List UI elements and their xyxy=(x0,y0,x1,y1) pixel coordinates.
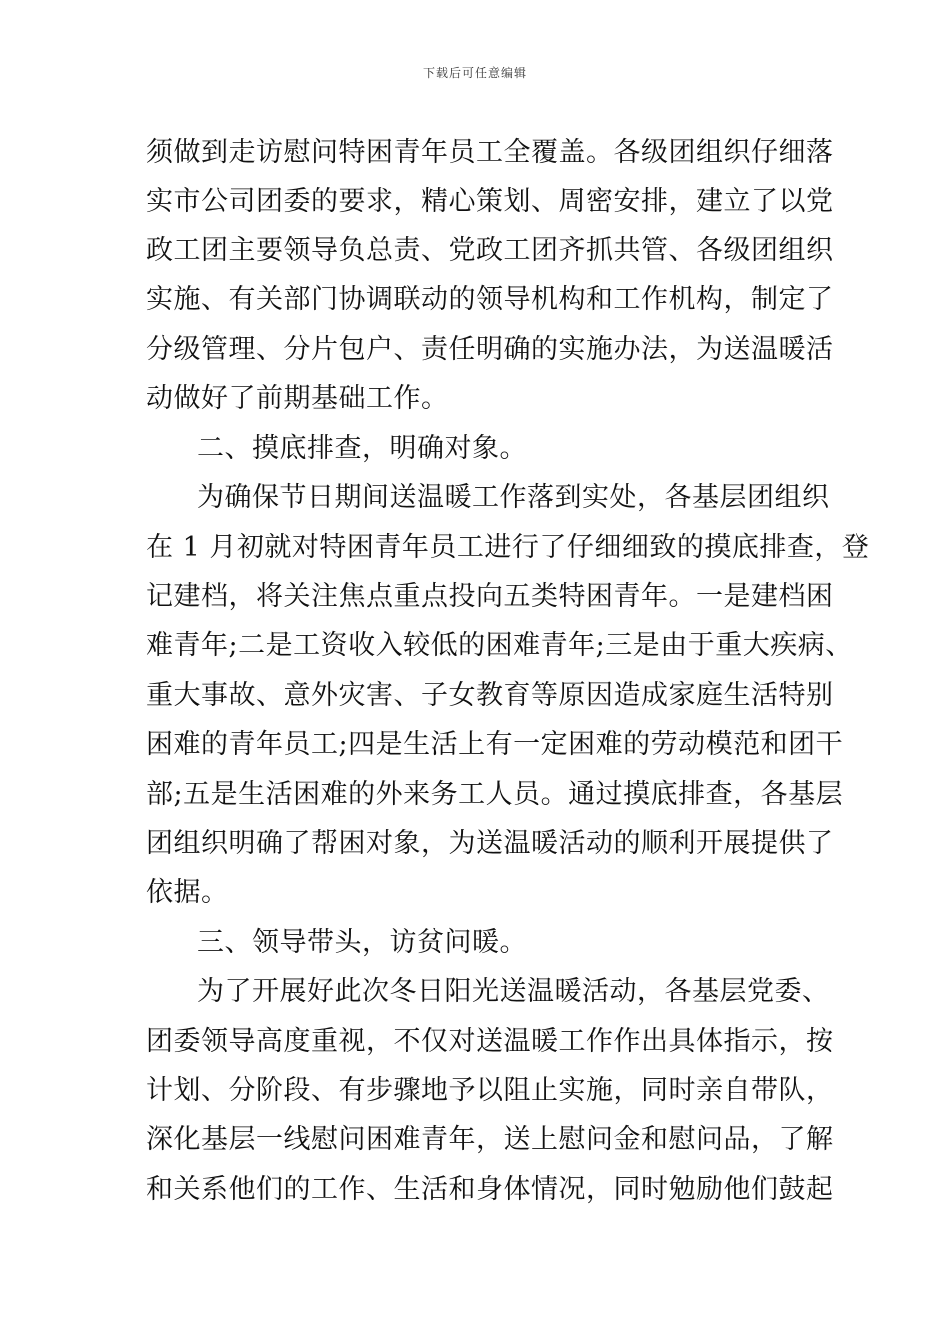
body-line: 计划、分阶段、有步骤地予以阻止实施，同时亲自带队， xyxy=(146,1075,834,1106)
body-line: 重大事故、意外灾害、子女教育等原因造成家庭生活特别 xyxy=(146,680,834,711)
body-line: 困难的青年员工;四是生活上有一定困难的劳动模范和团干 xyxy=(146,729,844,760)
body-line: 团组织明确了帮困对象，为送温暖活动的顺利开展提供了 xyxy=(146,828,834,859)
body-line: 依据。 xyxy=(146,877,229,908)
body-line: 实市公司团委的要求，精心策划、周密安排，建立了以党 xyxy=(146,186,834,217)
body-line: 团委领导高度重视，不仅对送温暖工作作出具体指示，按 xyxy=(146,1026,834,1057)
section-heading: 二、摸底排查，明确对象。 xyxy=(197,433,527,464)
body-line: 实施、有关部门协调联动的领导机构和工作机构，制定了 xyxy=(146,284,834,315)
body-line: 为确保节日期间送温暖工作落到实处，各基层团组织 xyxy=(197,482,830,513)
body-line: 政工团主要领导负总责、党政工团齐抓共管、各级团组织 xyxy=(146,235,834,266)
header-note: 下载后可任意编辑 xyxy=(422,66,527,80)
section-heading: 三、领导带头，访贫问暖。 xyxy=(197,927,527,958)
body-line: 须做到走访慰问特困青年员工全覆盖。各级团组织仔细落 xyxy=(146,137,834,168)
body-line: 记建档，将关注焦点重点投向五类特困青年。一是建档困 xyxy=(146,581,834,612)
body-line: 深化基层一线慰问困难青年，送上慰问金和慰问品，了解 xyxy=(146,1124,834,1155)
body-line: 在 1 月初就对特困青年员工进行了仔细细致的摸底排查，登 xyxy=(146,532,870,563)
body-line: 动做好了前期基础工作。 xyxy=(146,383,449,414)
body-line: 部;五是生活困难的外来务工人员。通过摸底排查，各基层 xyxy=(146,779,844,810)
body-line: 为了开展好此次冬日阳光送温暖活动，各基层党委、 xyxy=(197,976,830,1007)
body-line: 分级管理、分片包户、责任明确的实施办法，为送温暖活 xyxy=(146,334,834,365)
body-line: 和关系他们的工作、生活和身体情况，同时勉励他们鼓起 xyxy=(146,1174,834,1205)
body-line: 难青年;二是工资收入较低的困难青年;三是由于重大疾病、 xyxy=(146,630,853,661)
